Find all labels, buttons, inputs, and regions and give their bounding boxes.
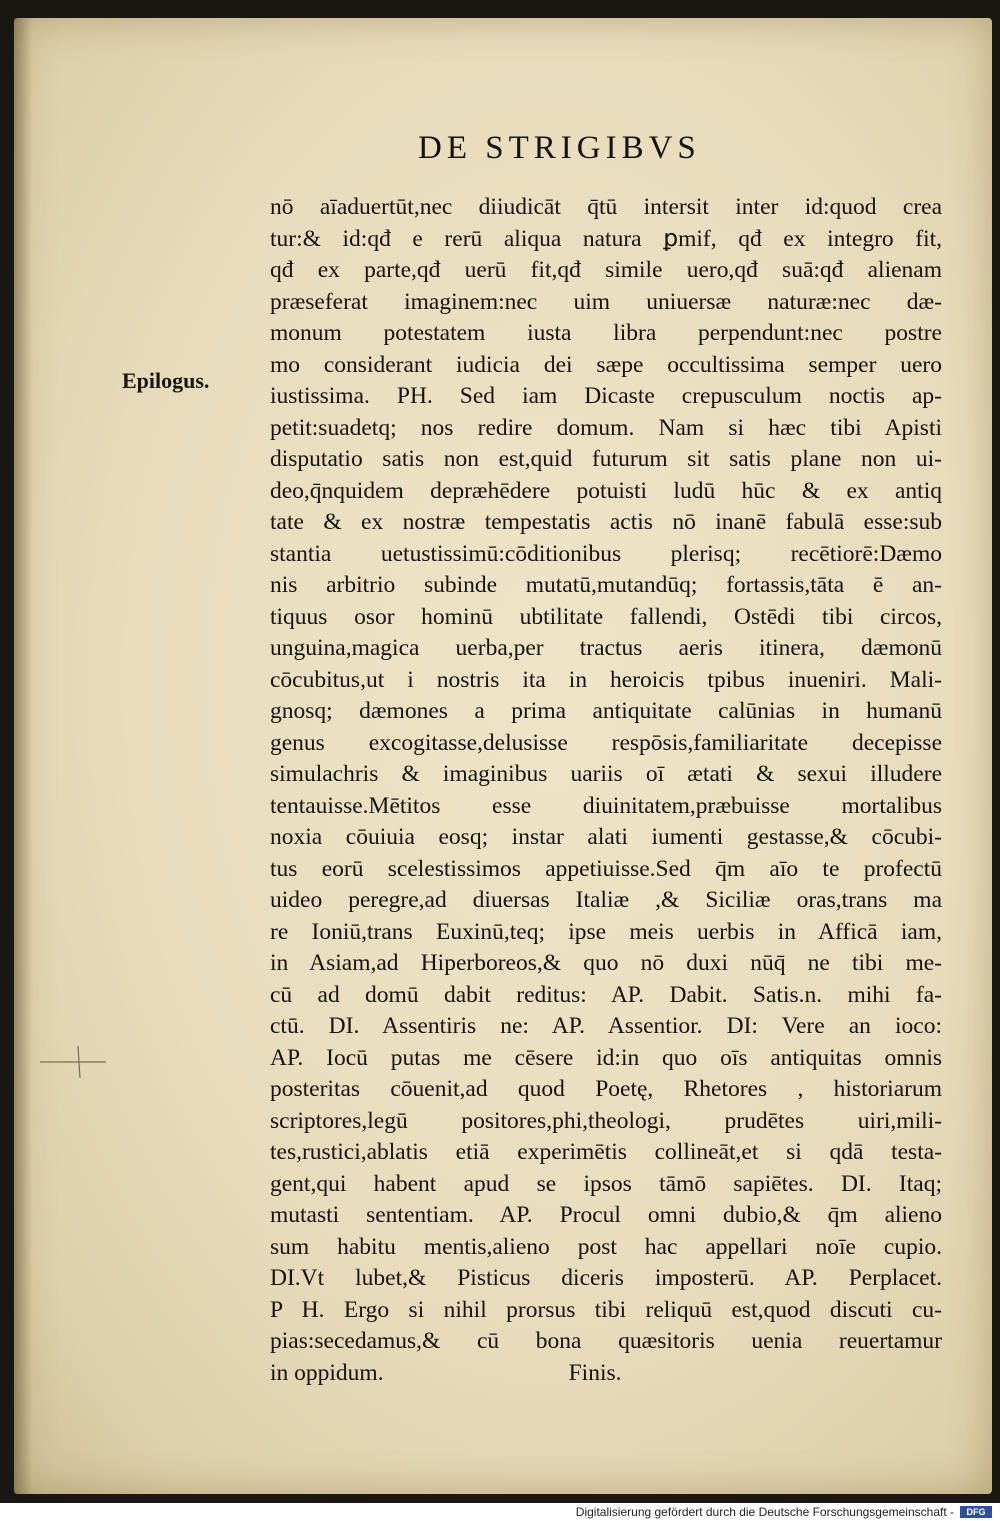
digitization-footer bbox=[0, 1503, 1000, 1521]
text-line: cōcubitus,ut i nostris ita in heroicis tpibus inueniri. Mali- bbox=[270, 666, 942, 693]
text-line: cū ad domū dabit reditus: AP. Dabit. Satis.n. mihi fa- bbox=[270, 981, 942, 1008]
text-line: unguina,magica uerba,per tractus aeris itinera, dæmonū bbox=[270, 635, 942, 661]
text-line: nō aīaduertūt,nec diiudicāt q̄tū intersit inter id:quod crea bbox=[270, 194, 942, 220]
text-line: gnosq; dæmones a prima antiquitate calūnias in humanū bbox=[270, 698, 942, 724]
text-line: simulachris & imaginibus uariis oī ætati & sexui illudere bbox=[270, 761, 942, 787]
text-line: tentauisse.Mētitos esse diuinitatem,præbuisse mortalibus bbox=[270, 792, 942, 819]
text-line: tiquus osor hominū ubtilitate fallendi, Ostēdi tibi circos, bbox=[270, 603, 942, 630]
text-line: uideo peregre,ad diuersas Italiæ ,& Siciliæ oras,trans ma bbox=[270, 887, 942, 913]
last-line-text: in oppidum. bbox=[270, 1359, 384, 1386]
text-line: iustissima. PH. Sed iam Dicaste crepusculum noctis ap- bbox=[270, 383, 942, 409]
running-head: DE STRIGIBVS bbox=[418, 130, 701, 166]
final-line bbox=[270, 1358, 942, 1390]
text-line: posteritas cōuenit,ad quod Poetę, Rhetores , historiarum bbox=[270, 1076, 942, 1102]
text-line: re Ioniū,trans Euxinū,teq; ipse meis uerbis in Afficā iam, bbox=[270, 918, 942, 945]
text-line: tus eorū scelestissimos appetiuisse.Sed q̄m aīo te profectū bbox=[270, 855, 942, 882]
text-line: ctū. DI. Assentiris ne: AP. Assentior. DI: Vere an ioco: bbox=[270, 1013, 942, 1039]
text-line: præseferat imaginem:nec uim uniuersæ naturæ:nec dæ- bbox=[270, 288, 942, 315]
finis-text: Finis. bbox=[568, 1359, 622, 1386]
text-line: petit:suadetq; nos redire domum. Nam si hæc tibi Apisti bbox=[270, 414, 942, 441]
text-line: tate & ex nostræ tempestatis actis nō inanē fabulā esse:sub bbox=[270, 509, 942, 535]
footer-credit: Digitalisierung gefördert durch die Deutsche Forschungsgemeinschaft - bbox=[575, 1505, 954, 1519]
text-line: disputatio satis non est,quid futurum sit satis plane non ui- bbox=[270, 446, 942, 472]
text-line: deo,q̄nquidem depræhēdere potuisti ludū hūc & ex antiq bbox=[270, 477, 942, 504]
text-line: pias:secedamus,& cū bona quæsitoris uenia reuertamur bbox=[270, 1328, 942, 1354]
text-line: tes,rustici,ablatis etiā experimētis collineāt,et si qdā testa- bbox=[270, 1139, 942, 1165]
text-line: noxia cōuiuia eosq; instar alati iumenti gestasse,& cōcubi- bbox=[270, 824, 942, 850]
text-line: mo considerant iudicia dei sæpe occultissima semper uero bbox=[270, 351, 942, 378]
text-line: stantia uetustissimū:cōditionibus plerisq; recētiorē:Dæmo bbox=[270, 540, 942, 567]
show-through-bleed bbox=[734, 128, 954, 168]
text-line: DI.Vt lubet,& Pisticus diceris imposterū. AP. Perplacet. bbox=[270, 1265, 942, 1291]
text-block bbox=[270, 192, 942, 1389]
text-line: qđ ex parte,qđ uerū fit,qđ simile uero,qđ suā:qđ alienam bbox=[270, 257, 942, 283]
margin-note: Epilogus. bbox=[122, 368, 210, 393]
text-line: nis arbitrio subinde mutatū,mutandūq; fortassis,tāta ē an- bbox=[270, 572, 942, 598]
text-line: genus excogitasse,delusisse respōsis,familiaritate decepisse bbox=[270, 729, 942, 756]
text-line: P H. Ergo si nihil prorsus tibi reliquū est,quod discuti cu- bbox=[270, 1296, 942, 1323]
text-line: gent,qui habent apud se ipsos tāmō sapiētes. DI. Itaq; bbox=[270, 1170, 942, 1197]
text-line: monum potestatem iusta libra perpendunt:nec postre bbox=[270, 320, 942, 346]
text-line: tur:& id:qđ e rerū aliqua natura ꝑmif, qđ ex integro fit, bbox=[270, 225, 942, 252]
text-line: sum habitu mentis,alieno post hac appellari noīe cupio. bbox=[270, 1233, 942, 1260]
text-line: AP. Iocū putas me cēsere id:in quo oīs antiquitas omnis bbox=[270, 1044, 942, 1071]
text-line: scriptores,legū positores,phi,theologi, prudētes uiri,mili- bbox=[270, 1107, 942, 1134]
text-line: mutasti sententiam. AP. Procul omni dubio,& q̄m alieno bbox=[270, 1202, 942, 1228]
pencil-mark bbox=[38, 1042, 108, 1082]
text-line: in Asiam,ad Hiperboreos,& quo nō duxi nūq̄ ne tibi me- bbox=[270, 950, 942, 976]
dfg-logo: DFG bbox=[960, 1506, 992, 1518]
